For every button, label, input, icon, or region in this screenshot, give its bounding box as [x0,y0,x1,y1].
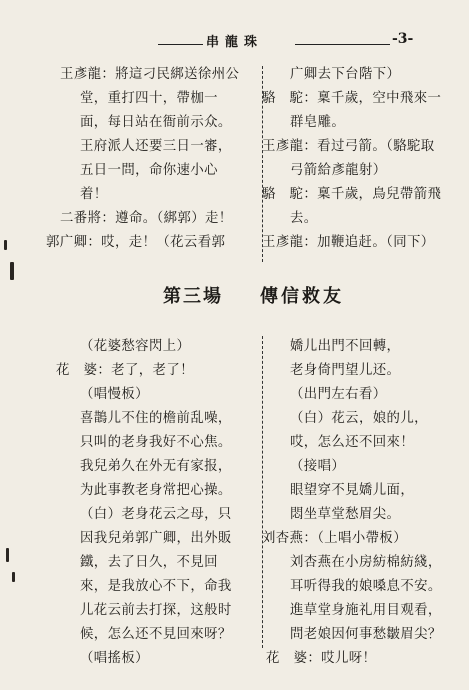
script-line: （花婆愁容閃上） [80,339,191,354]
scan-mark [6,548,9,562]
script-line: 花 婆：哎儿呀！ [266,651,377,666]
script-line: 花 婆：老了，老了！ [56,363,194,378]
script-line: （接唱） [290,459,346,474]
script-line: 五日一問，命你速小心 [80,163,218,178]
script-line: 嬌儿出門不回轉， [290,339,401,354]
script-line: 我兒弟久在外无有家报， [80,459,232,474]
script-line: （唱搖板） [80,651,149,666]
script-line: 王彥龍：看过弓箭。（駱駝取 [262,139,435,154]
script-line: 駱 駝：稟千歲，鳥兒帶箭飛 [262,187,442,202]
script-line: 王彥龍：將這刁民綁送徐州公 [60,67,240,82]
script-line: 悶坐草堂愁眉尖。 [290,507,401,522]
script-line: 刘杏燕在小房紡棉紡綫， [290,555,442,570]
script-line: 眼望穿不見嬌儿面， [290,483,415,498]
script-line: 來，是我放心不下，命我 [80,579,232,594]
script-line: 群皂雕。 [290,115,346,130]
script-line: 堂，重打四十，帶枷一 [80,91,218,106]
script-line: 去。 [290,211,318,226]
script-line: （白）老身花云之母，只 [80,507,232,522]
script-line: 老身倚門望儿还。 [290,363,401,378]
script-line: 王彥龍：加鞭追赶。（同下） [262,235,435,250]
script-line: 候，怎么还不見回來呀？ [80,627,232,642]
script-line: 刘杏燕：（上唱小帶板） [262,531,407,546]
script-line: 儿花云前去打探，这般时 [80,603,232,618]
page-number: -3- [392,31,414,47]
script-line: 問老娘因何事愁皺眉尖？ [290,627,442,642]
scene-number: 第三場 [163,286,223,307]
script-line: 鐵，去了日久，不見回 [80,555,218,570]
script-line: （白）花云，娘的儿， [290,411,428,426]
script-line: 广卿去下台階下） [290,67,401,82]
header-rule-right [295,44,390,45]
script-line: 为此事教老身常把心操。 [80,483,232,498]
scan-mark [10,262,14,280]
script-line: （出門左右看） [290,387,387,402]
script-line: 郭广卿：哎，走！（花云看郭 [46,235,226,250]
script-line: 駱 駝：稟千歲，空中飛來一 [262,91,442,106]
script-line: 着！ [80,187,108,202]
script-line: 耳听得我的娘嗓息不安。 [290,579,442,594]
scene-title: 傳信救友 [260,286,344,307]
script-line: 哎，怎么还不回來！ [290,435,415,450]
scan-mark [4,240,7,250]
script-line: （唱慢板） [80,387,149,402]
script-line: 只叫的老身我好不心焦。 [80,435,232,450]
header-rule-left [158,44,203,45]
script-line: 面，每日站在衙前示众。 [80,115,232,130]
script-line: 進草堂身施礼用目观看， [290,603,442,618]
script-line: 弓箭給彥龍射） [290,163,387,178]
script-line: 二番將：遵命。（綁郭）走！ [60,211,233,226]
column-divider-bottom [262,336,263,648]
scan-mark [12,572,15,582]
script-line: 因我兒弟郭广卿，出外販 [80,531,232,546]
script-line: 喜鵲儿不住的檐前乱噪， [80,411,232,426]
page-header-title: 串龍珠 [206,35,264,50]
script-line: 王府派人还要三日一審， [80,139,232,154]
